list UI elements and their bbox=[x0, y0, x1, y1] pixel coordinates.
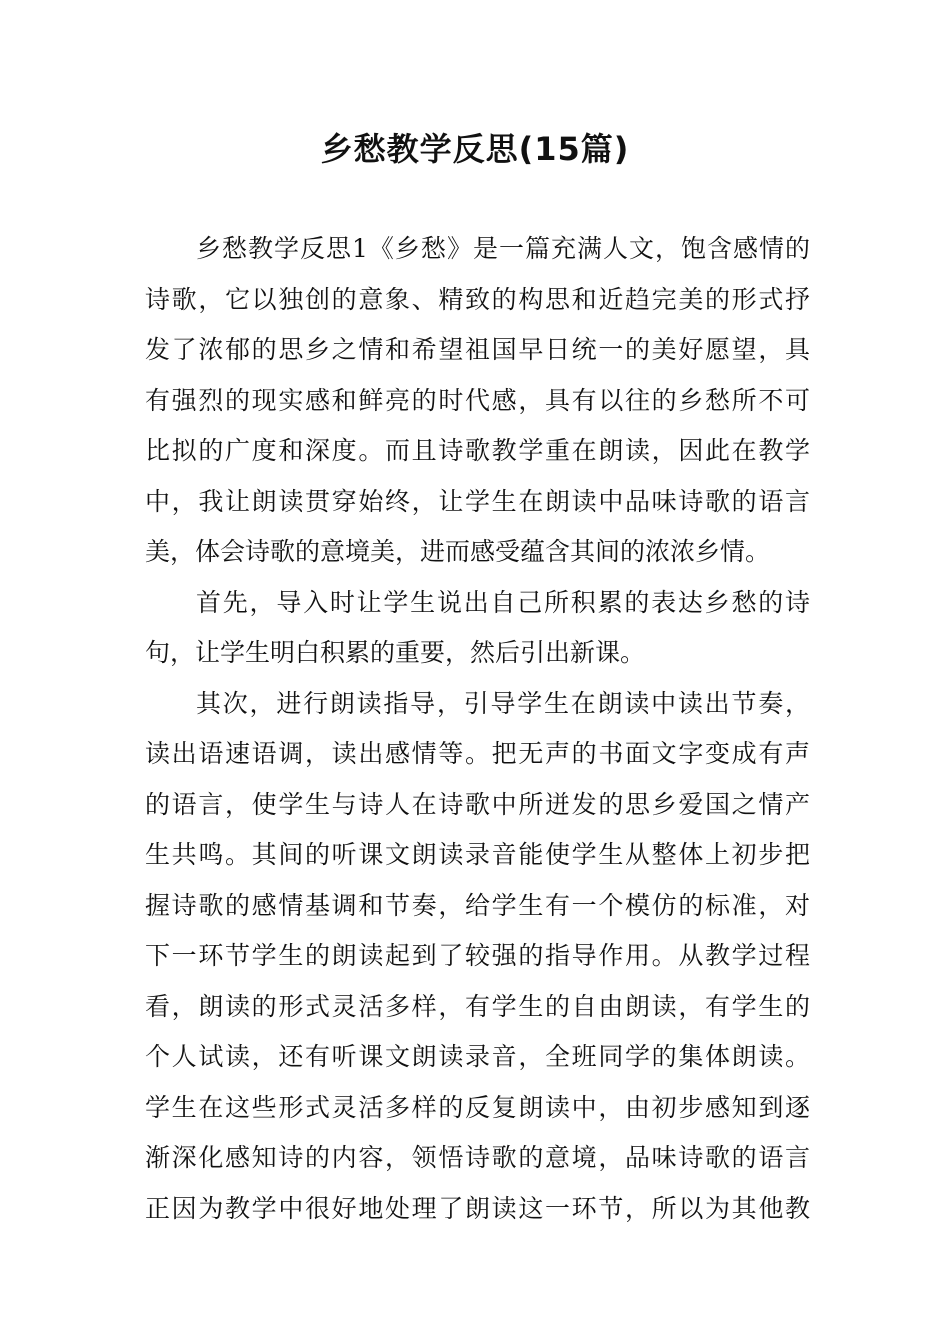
text-line: 美，体会诗歌的意境美，进而感受蕴含其间的浓浓乡情。 bbox=[145, 537, 771, 566]
text-line: 诗歌，它以独创的意象、精致的构思和近趋完美的形式抒 bbox=[145, 284, 810, 314]
text-line: 首先，导入时让学生说出自己所积累的表达乡愁的诗 bbox=[196, 587, 810, 617]
text-line: 生共鸣。其间的听课文朗读录音能使学生从整体上初步把 bbox=[145, 840, 810, 869]
text-line: 学生在这些形式灵活多样的反复朗读中，由初步感知到逐 bbox=[145, 1092, 810, 1122]
text-line: 看，朗读的形式灵活多样，有学生的自由朗读，有学生的 bbox=[145, 991, 810, 1021]
text-line: 其次，进行朗读指导，引导学生在朗读中读出节奏， bbox=[196, 688, 810, 718]
text-line: 有强烈的现实感和鲜亮的时代感，具有以往的乡愁所不可 bbox=[145, 385, 810, 415]
text-line: 的语言，使学生与诗人在诗歌中所迸发的思乡爱国之情产 bbox=[145, 789, 810, 819]
text-line: 握诗歌的感情基调和节奏，给学生有一个模仿的标准，对 bbox=[145, 890, 810, 920]
text-line: 个人试读，还有听课文朗读录音，全班同学的集体朗读。 bbox=[145, 1042, 810, 1071]
text-line: 中，我让朗读贯穿始终，让学生在朗读中品味诗歌的语言 bbox=[145, 486, 810, 516]
text-line: 读出语速语调，读出感情等。把无声的书面文字变成有声 bbox=[145, 739, 810, 768]
text-line: 发了浓郁的思乡之情和希望祖国早日统一的美好愿望，具 bbox=[145, 335, 810, 364]
text-line: 比拟的广度和深度。而且诗歌教学重在朗读，因此在教学 bbox=[145, 436, 810, 465]
document-title: 乡愁教学反思(15篇) bbox=[320, 130, 630, 168]
text-line: 乡愁教学反思1《乡愁》是一篇充满人文，饱含感情的 bbox=[196, 234, 810, 263]
document-body bbox=[145, 224, 810, 1234]
text-line: 渐深化感知诗的内容，领悟诗歌的意境，品味诗歌的语言 bbox=[145, 1143, 810, 1172]
text-line: 正因为教学中很好地处理了朗读这一环节，所以为其他教 bbox=[145, 1193, 810, 1223]
text-line: 下一环节学生的朗读起到了较强的指导作用。从教学过程 bbox=[145, 941, 810, 970]
text-line: 句，让学生明白积累的重要，然后引出新课。 bbox=[145, 638, 646, 667]
